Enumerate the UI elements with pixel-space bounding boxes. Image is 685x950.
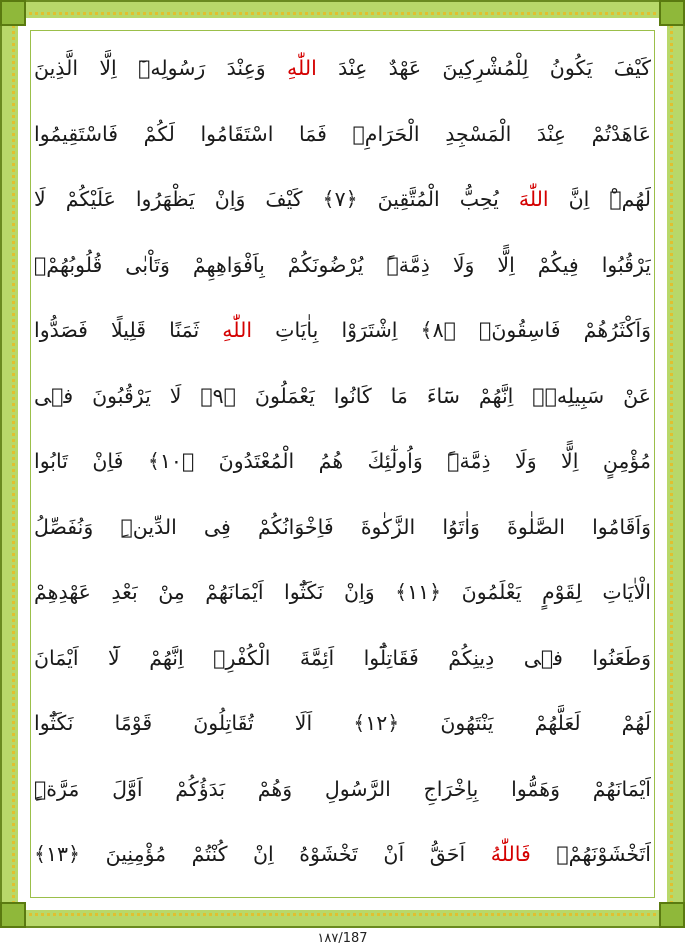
line-segment: لَهُمْ لَعَلَّهُمْ يَنْتَهُونَ ﴿١٢﴾ اَلَا تُقَاتِلُونَ قَوْمًا نَكَثُٓوا xyxy=(34,711,651,735)
divine-name: فَاللّٰهُ xyxy=(490,842,531,866)
text-line-1 xyxy=(34,36,651,102)
text-line-9 xyxy=(34,560,651,626)
line-segment: يُحِبُّ الْمُتَّقِينَ ﴿٧﴾ كَيْفَ وَاِنْ يَظْهَرُوا عَلَيْكُمْ لَا xyxy=(34,187,499,211)
line-segment: لَهُمْۜ اِنَّ xyxy=(568,187,651,211)
page-number: ١٨٧/187 xyxy=(317,931,368,946)
text-line-2 xyxy=(34,102,651,168)
text-line-4 xyxy=(34,233,651,299)
line-segment: كَيْفَ يَكُونُ لِلْمُشْرِكِينَ عَهْدٌ عِنْدَ xyxy=(338,56,651,80)
line-segment: اَحَقُّ اَنْ تَخْشَوْهُ اِنْ كُنْتُمْ مُؤْمِنِينَ ﴿١٣﴾ xyxy=(34,842,466,866)
line-segment: وَاَكْثَرُهُمْ فَاسِقُونَۚ ﴿٨﴾ اِشْتَرَوْا بِاٰيَاتِ xyxy=(275,318,651,342)
text-line-3 xyxy=(34,167,651,233)
line-segment: عَنْ سَبِيلِهٖۜ اِنَّهُمْ سَٓاءَ مَا كَانُوا يَعْمَلُونَ ﴿٩﴾ لَا يَرْقُبُونَ فٖى xyxy=(34,383,651,408)
text-line-13 xyxy=(34,822,651,888)
line-segment: يَرْقُبُوا فِيكُمْ اِلًّا وَلَا ذِمَّةًۜ يُرْضُونَكُمْ بِاَفْوَاهِهِمْ وَتَاْبٰى قُلُوبُهُمْۚ xyxy=(34,252,651,277)
text-line-12 xyxy=(34,757,651,823)
text-line-5 xyxy=(34,298,651,364)
divine-name: اللّٰهَ xyxy=(518,187,549,211)
divine-name: اللّٰهِ xyxy=(287,56,317,80)
border-corner-ornament xyxy=(659,902,685,928)
text-line-7 xyxy=(34,429,651,495)
line-segment: وَطَعَنُوا فٖى دِينِكُمْ فَقَاتِلُٓوا اَئِمَّةَ الْكُفْرِۙ اِنَّهُمْ لَٓا اَيْمَانَ xyxy=(34,645,651,670)
quran-text-block xyxy=(34,36,651,888)
border-corner-ornament xyxy=(659,0,685,26)
line-segment: ثَمَنًا قَلِيلًا فَصَدُّوا xyxy=(34,318,200,342)
text-line-6 xyxy=(34,364,651,430)
line-segment: الْاٰيَاتِ لِقَوْمٍ يَعْلَمُونَ ﴿١١﴾ وَاِنْ نَكَثُٓوا اَيْمَانَهُمْ مِنْ بَعْدِ عَهْدِهِمْ xyxy=(34,580,651,604)
text-line-11 xyxy=(34,691,651,757)
text-line-8 xyxy=(34,495,651,561)
border-corner-ornament xyxy=(0,902,26,928)
line-segment: وَاَقَامُوا الصَّلٰوةَ وَاٰتَوُا الزَّكٰوةَ فَاِخْوَانُكُمْ فِى الدِّينِۜ وَنُفَصِّلُ xyxy=(34,514,651,539)
line-segment: اَتَخْشَوْنَهُمْۚ xyxy=(556,842,651,866)
divine-name: اللّٰهِ xyxy=(222,318,253,342)
line-segment: مُؤْمِنٍ اِلًّا وَلَا ذِمَّةًۜ وَاُولٰٓئِكَ هُمُ الْمُعْتَدُونَ ﴿١٠﴾ فَاِنْ تَابُوا xyxy=(34,449,651,473)
line-segment: وَعِنْدَ رَسُولِهٖٓ اِلَّا الَّذِينَ xyxy=(34,56,266,80)
border-corner-ornament xyxy=(0,0,26,26)
line-segment: عَاهَدْتُمْ عِنْدَ الْمَسْجِدِ الْحَرَامِۚ فَمَا اسْتَقَامُوا لَكُمْ فَاسْتَقِيمُوا xyxy=(34,121,651,146)
text-line-10 xyxy=(34,626,651,692)
line-segment: اَيْمَانَهُمْ وَهَمُّوا بِاِخْرَاجِ الرَّسُولِ وَهُمْ بَدَؤُكُمْ اَوَّلَ مَرَّةٍۜ xyxy=(34,776,651,801)
